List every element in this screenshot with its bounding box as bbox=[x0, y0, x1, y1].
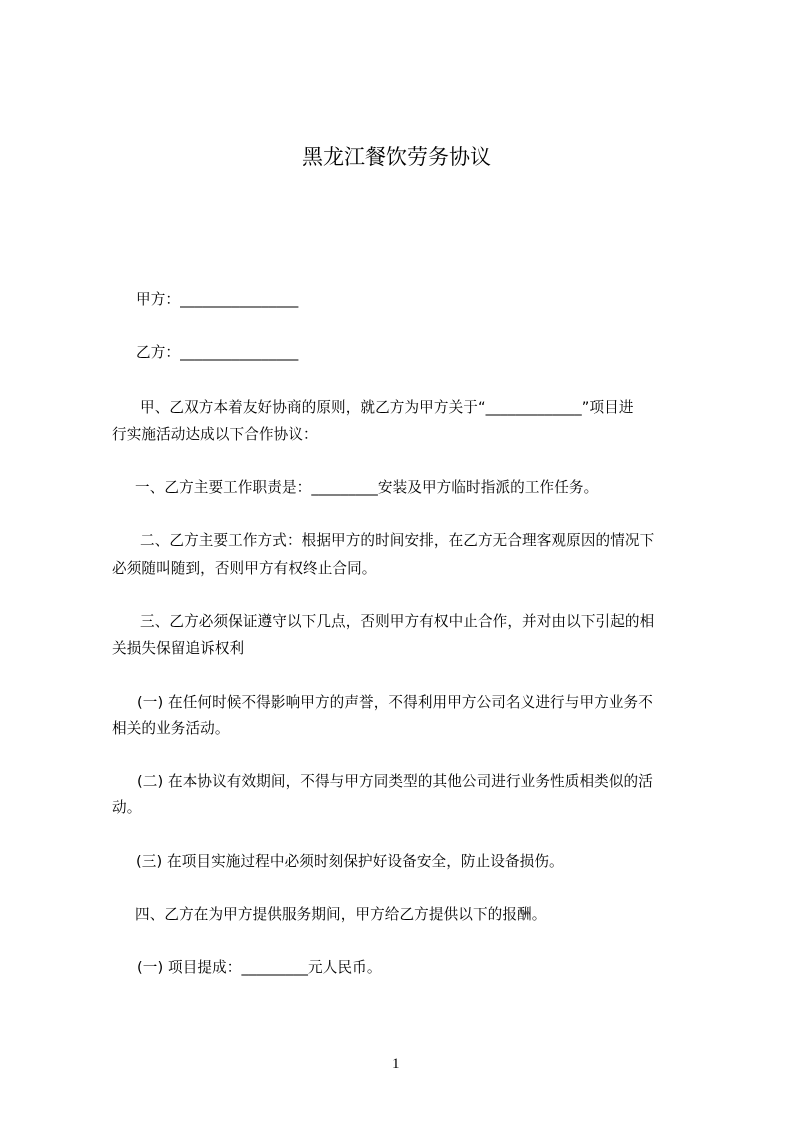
page-number: 1 bbox=[392, 1056, 400, 1072]
clause-3-line-1: 三、乙方必须保证遵守以下几点，否则甲方有权中止合作，并对由以下引起的相 bbox=[140, 613, 655, 630]
document-title: 黑龙江餐饮劳务协议 bbox=[302, 145, 491, 169]
clause-3-item-1-line-1: (一) 在任何时候不得影响甲方的声誉，不得利用甲方公司名义进行与甲方业务不 bbox=[137, 694, 653, 711]
clause-1: 一、乙方主要工作职责是：_________安装及甲方临时指派的工作任务。 bbox=[135, 479, 599, 496]
party-b-line: 乙方：________________ bbox=[136, 344, 299, 361]
clause-3-item-2-line-1: (二) 在本协议有效期间，不得与甲方同类型的其他公司进行业务性质相类似的活 bbox=[137, 773, 653, 790]
clause-4: 四、乙方在为甲方提供服务期间，甲方给乙方提供以下的报酬。 bbox=[135, 906, 547, 923]
clause-2-line-2: 必须随叫随到，否则甲方有权终止合同。 bbox=[112, 560, 377, 577]
clause-3-item-1-line-2: 相关的业务活动。 bbox=[112, 720, 230, 737]
party-a-line: 甲方：________________ bbox=[136, 291, 299, 308]
clause-3-line-2: 关损失保留追诉权利 bbox=[112, 640, 245, 657]
clause-2-line-1: 二、乙方主要工作方式：根据甲方的时间安排，在乙方无合理客观原因的情况下 bbox=[140, 532, 655, 549]
intro-paragraph-line-1: 甲、乙双方本着友好协商的原则，就乙方为甲方关于“_____________”项目进 bbox=[140, 399, 634, 416]
intro-paragraph-line-2: 行实施活动达成以下合作协议： bbox=[112, 426, 318, 443]
clause-3-item-2-line-2: 动。 bbox=[112, 799, 142, 816]
clause-3-item-3: (三) 在项目实施过程中必须时刻保护好设备安全，防止设备损伤。 bbox=[136, 853, 564, 870]
clause-4-item-1: (一) 项目提成：_________元人民币。 bbox=[137, 959, 382, 976]
